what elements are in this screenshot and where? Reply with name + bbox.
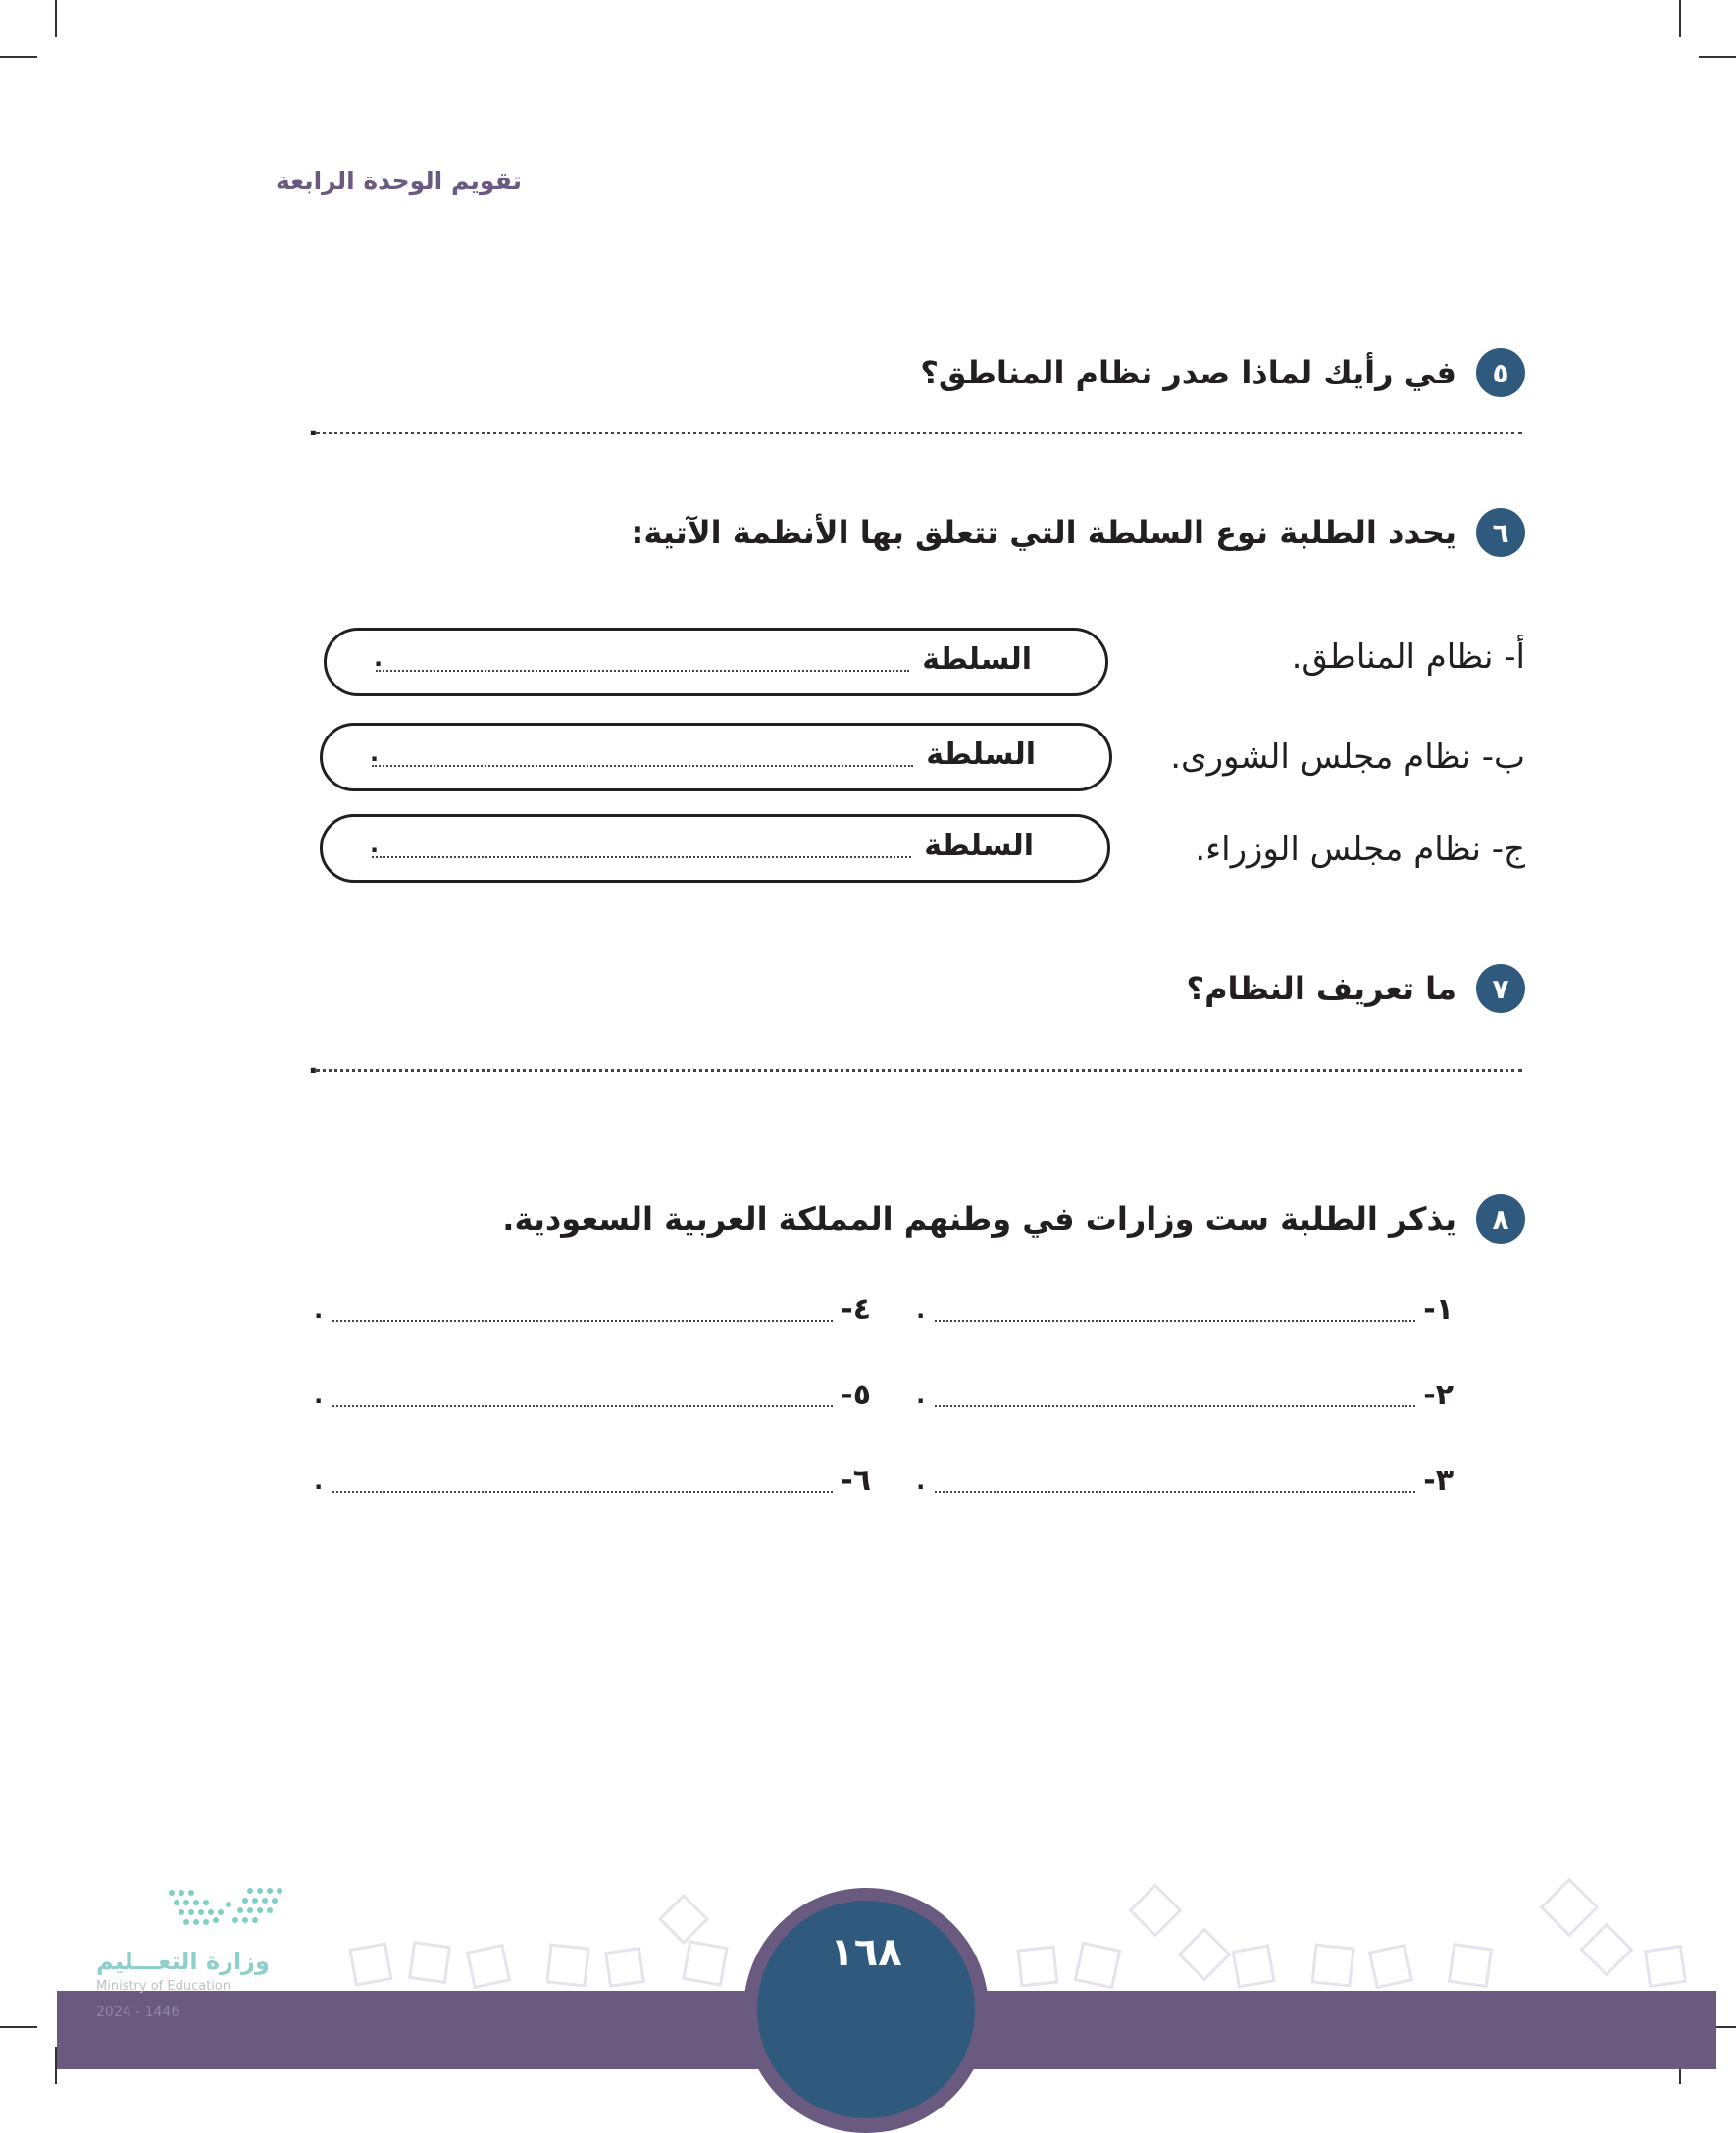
ministry-item-1 [916,1293,1454,1327]
question-number-badge: ٥ [1476,348,1525,397]
question-text: يحدد الطلبة نوع السلطة التي تتعلق بها الأنظمة الآتية: [631,514,1456,551]
answer-line[interactable] [316,1069,1522,1072]
page-number: ١٦٨ [830,1930,902,1975]
list-number: ٣- [1423,1463,1454,1498]
list-number: ٦- [841,1463,871,1498]
ministry-item-6 [314,1463,871,1498]
answer-line[interactable] [372,765,913,767]
list-number: ١- [1423,1293,1454,1327]
answer-end-dot: . [314,1381,324,1409]
list-number: ٢- [1423,1378,1454,1412]
answer-line[interactable] [935,1298,1415,1322]
ministry-item-2 [916,1378,1454,1412]
system-label-a: أ- نظام المناطق. [1291,637,1525,677]
answer-end-dot: . [916,1381,926,1409]
answer-line[interactable] [935,1384,1415,1407]
answer-line[interactable] [332,1298,833,1322]
ministry-item-5 [314,1378,871,1412]
authority-field-label: السلطة [922,642,1032,677]
crop-mark [1699,56,1736,58]
question-6 [632,508,1525,557]
question-text: ما تعريف النظام؟ [1186,970,1456,1007]
authority-field-b[interactable] [320,723,1112,791]
question-number-badge: ٧ [1476,964,1525,1013]
answer-line[interactable] [935,1469,1415,1493]
authority-field-label: السلطة [926,737,1036,772]
authority-field-c[interactable] [320,814,1110,883]
question-7 [1187,964,1525,1013]
ministry-logo-text: وزارة التعـــليم [96,1948,270,1975]
crop-mark [0,2026,37,2028]
answer-end-dot: . [308,410,319,442]
question-number-badge: ٦ [1476,508,1525,557]
answer-end-dot: . [308,1047,319,1080]
authority-field-a[interactable] [324,628,1108,696]
question-8 [502,1194,1525,1244]
question-text: في رأيك لماذا صدر نظام المناطق؟ [920,354,1456,391]
ministry-item-3 [916,1463,1454,1498]
ministry-logo-subtitle: Ministry of Education [96,1979,231,1994]
answer-end-dot: . [916,1295,926,1324]
answer-end-dot: . [314,1466,324,1495]
answer-line[interactable] [316,432,1522,434]
answer-line[interactable] [372,856,911,858]
question-5 [920,348,1525,397]
answer-end-dot: . [916,1466,926,1495]
authority-field-label: السلطة [924,829,1034,863]
page-header-title: تقويم الوحدة الرابعة [275,167,522,195]
ministry-item-4 [314,1293,871,1327]
list-number: ٤- [841,1293,871,1327]
answer-line[interactable] [332,1469,833,1493]
system-label-b: ب- نظام مجلس الشورى. [1170,737,1525,777]
system-label-c: ج- نظام مجلس الوزراء. [1195,830,1525,869]
answer-end-dot: . [314,1295,324,1324]
answer-line[interactable] [376,670,909,672]
answer-end-dot: . [374,644,383,672]
ministry-logo-year: 2024 - 1446 [96,2005,180,2020]
crop-mark [1679,0,1681,37]
answer-end-dot: . [370,831,380,858]
list-number: ٥- [841,1378,871,1412]
crop-mark [0,56,37,58]
answer-line[interactable] [332,1384,833,1407]
answer-end-dot: . [370,739,380,767]
question-number-badge: ٨ [1476,1194,1525,1244]
crop-mark [55,0,57,37]
question-text: يذكر الطلبة ست وزارات في وطنهم المملكة العربية السعودية. [502,1200,1456,1238]
